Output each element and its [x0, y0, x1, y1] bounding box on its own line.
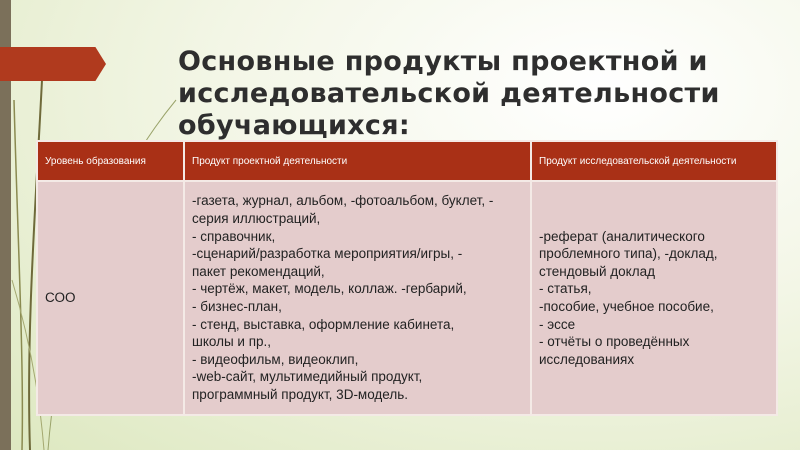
title-line: обучающихся: — [178, 110, 410, 141]
header-research: Продукт исследовательской деятельности — [531, 141, 777, 181]
cell-level: СОО — [37, 181, 184, 415]
cell-line: проблемного типа), -доклад, — [539, 246, 718, 262]
cell-line: - бизнес-план, — [192, 299, 282, 314]
title-line: Основные продукты проектной и — [178, 46, 708, 77]
slide-title — [178, 46, 720, 142]
cell-line: - справочник, — [192, 228, 276, 244]
cell-line: - чертёж, макет, модель, коллаж. -гербарий, — [192, 281, 467, 297]
cell-line: программный продукт, 3D-модель. — [192, 386, 409, 402]
cell-line: - отчёты о проведённых — [539, 334, 690, 350]
header-level: Уровень образования — [37, 141, 184, 181]
cell-line: стендовый доклад — [539, 263, 656, 279]
cell-line: -web-сайт, мультимедийный продукт, — [192, 369, 423, 385]
cell-line: серия иллюстраций, — [192, 211, 321, 227]
title-arrow-marker — [0, 47, 106, 81]
cell-line: -пособие, учебное пособие, — [539, 299, 714, 314]
cell-line: - видеофильм, видеоклип, — [192, 351, 359, 367]
cell-line: -реферат (аналитического — [539, 228, 705, 244]
table-header-row — [37, 141, 777, 181]
table-row — [37, 181, 777, 415]
cell-line: - эссе — [539, 316, 576, 332]
cell-line: -сценарий/разработка мероприятия/игры, - — [192, 246, 463, 262]
cell-project — [184, 181, 531, 415]
cell-line: -газета, журнал, альбом, -фотоальбом, буклет, - — [192, 193, 494, 209]
cell-line: - стенд, выставка, оформление кабинета, — [192, 316, 455, 332]
title-line: исследовательской деятельности — [178, 78, 720, 109]
cell-line: школы и пр., — [192, 334, 272, 350]
header-project: Продукт проектной деятельности — [184, 141, 531, 181]
cell-research — [531, 181, 777, 415]
cell-line: исследованиях — [539, 351, 635, 367]
cell-line: - статья, — [539, 281, 592, 297]
products-table — [36, 140, 778, 416]
cell-line: пакет рекомендаций, — [192, 263, 325, 279]
